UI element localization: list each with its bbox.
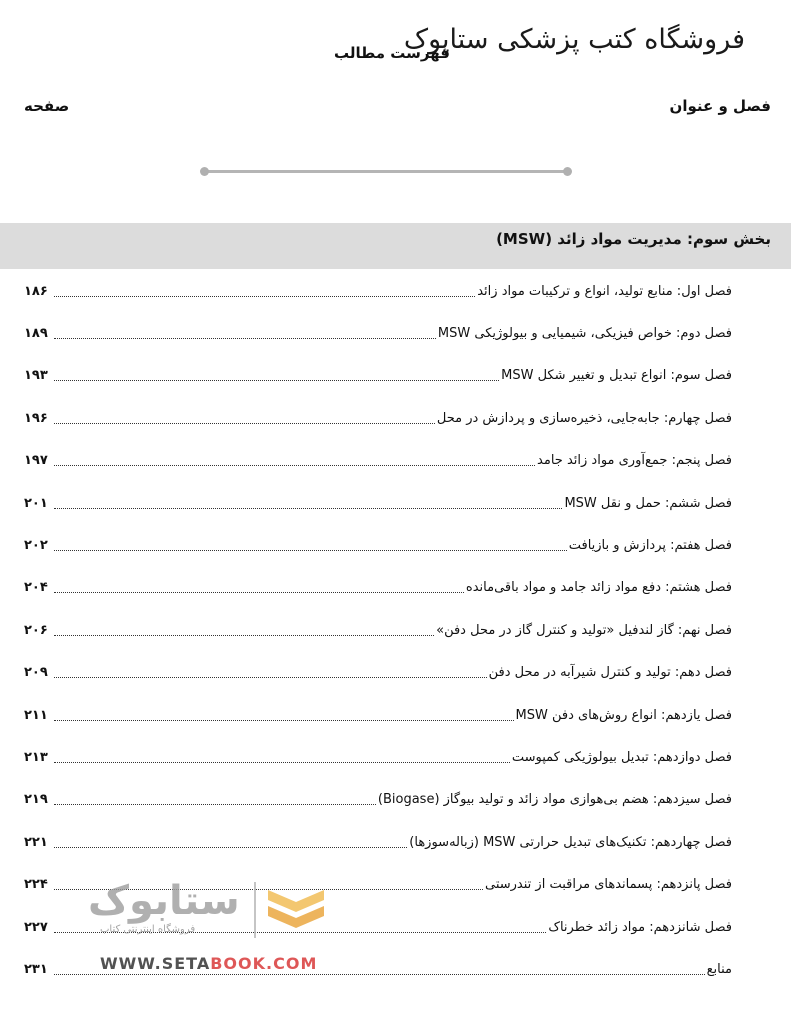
- book-logo-icon: [264, 882, 328, 938]
- toc-entry: [24, 821, 732, 863]
- toc-entry-leader: [54, 847, 407, 848]
- toc-entry-page: ۲۱۹: [24, 792, 48, 808]
- toc-entry-title: فصل شانزدهم: مواد زائد خطرناک: [548, 919, 732, 935]
- toc-entry-leader: [54, 296, 475, 297]
- section-title: بخش سوم: مدیریت مواد زائد (MSW): [496, 230, 771, 248]
- toc-entry-title: فصل ششم: حمل و نقل MSW: [564, 495, 732, 511]
- toc-entry: [24, 779, 732, 821]
- toc-entry-leader: [54, 465, 535, 466]
- toc-entry-title: فصل چهارم: جابه‌جایی، ذخیره‌سازی و پردازش در محل: [436, 410, 732, 426]
- toc-entry-page: ۲۱۳: [24, 749, 48, 765]
- toc-entry-leader: [54, 380, 499, 381]
- slider-dot-left: [200, 167, 209, 176]
- toc-entry-leader: [54, 550, 567, 551]
- toc-entry-leader: [54, 423, 435, 424]
- toc-entry-title: فصل هفتم: پردازش و بازیافت: [568, 538, 732, 554]
- toc-entry-title: منابع: [706, 961, 732, 977]
- toc-entry-page: ۲۰۹: [24, 665, 48, 681]
- toc-entry-title: فصل دهم: تولید و کنترل شیرآبه در محل دفن: [488, 665, 732, 681]
- divider-slider: [200, 168, 572, 176]
- toc-entry-title: فصل پانزدهم: پسماندهای مراقبت از تندرستی: [485, 877, 732, 893]
- toc-entry-page: ۱۹۳: [24, 368, 48, 384]
- toc-entry-title: فصل پنجم: جمع‌آوری مواد زائد جامد: [537, 453, 732, 469]
- toc-entry-page: ۱۹۶: [24, 410, 48, 426]
- toc-entry-page: ۲۲۷: [24, 919, 48, 935]
- toc-entry-page: ۲۳۱: [24, 961, 48, 977]
- toc-entry-title: فصل دوازدهم: تبدیل بیولوژیکی کمپوست: [511, 749, 732, 765]
- toc-entry-page: ۲۱۱: [24, 707, 48, 723]
- column-header-page: صفحه: [24, 97, 70, 115]
- toc-entry: [24, 482, 732, 524]
- toc-entry-leader: [54, 338, 436, 339]
- toc-entry: [24, 312, 732, 354]
- toc-entry-leader: [54, 720, 514, 721]
- watermark-divider: [254, 882, 256, 938]
- toc-entry-title: فصل اول: منابع تولید، انواع و ترکیبات مواد زائد: [477, 283, 732, 299]
- toc-entry: [24, 397, 732, 439]
- toc-entry-page: ۱۸۶: [24, 283, 48, 299]
- watermark-logo-text: ستابوک: [88, 878, 240, 924]
- toc-entry-page: ۲۲۴: [24, 877, 48, 893]
- toc-entry-leader: [54, 635, 434, 636]
- toc-entry-leader: [54, 592, 464, 593]
- toc-title: فهرست مطالب: [334, 44, 450, 62]
- toc-entry-leader: [54, 762, 510, 763]
- toc-entry-page: ۲۰۲: [24, 538, 48, 554]
- toc-entry: [24, 355, 732, 397]
- column-header-chapter: فصل و عنوان: [669, 97, 771, 115]
- toc-entry-leader: [54, 508, 562, 509]
- watermark: [88, 876, 338, 976]
- toc-entry: [24, 609, 732, 651]
- toc-entry-page: ۲۰۱: [24, 495, 48, 511]
- watermark-url-part2: BOOK.COM: [210, 954, 318, 973]
- watermark-url-part1: WWW.SETA: [100, 954, 211, 973]
- toc-entry-title: فصل یازدهم: انواع روش‌های دفن MSW: [515, 707, 732, 723]
- toc-entry: [24, 524, 732, 566]
- toc-entry-title: فصل سیزدهم: هضم بی‌هوازی مواد زائد و تولید بیوگاز (Biogase): [377, 792, 732, 808]
- watermark-url: [100, 954, 317, 973]
- toc-entry-page: ۱۹۷: [24, 453, 48, 469]
- toc-entry-page: ۲۰۶: [24, 622, 48, 638]
- toc-entry: [24, 567, 732, 609]
- toc-entry: [24, 440, 732, 482]
- toc-entry: [24, 736, 732, 778]
- toc-entry-title: فصل سوم: انواع تبدیل و تغییر شکل MSW: [501, 368, 732, 384]
- toc-entry-page: ۱۸۹: [24, 326, 48, 342]
- toc-entry-title: فصل نهم: گاز لندفیل «تولید و کنترل گاز در محل دفن»: [436, 622, 732, 638]
- toc-entry-page: ۲۲۱: [24, 834, 48, 850]
- toc-entry-title: فصل دوم: خواص فیزیکی، شیمیایی و بیولوژیکی MSW: [437, 326, 732, 342]
- toc-entry-page: ۲۰۴: [24, 580, 48, 596]
- toc-entry-leader: [54, 677, 487, 678]
- toc-entry-title: فصل هشتم: دفع مواد زائد جامد و مواد باقی‌مانده: [465, 580, 732, 596]
- toc-entry: [24, 270, 732, 312]
- toc-entry: [24, 652, 732, 694]
- toc-entry-title: فصل چهاردهم: تکنیک‌های تبدیل حرارتی MSW (زباله‌سوزها): [409, 834, 732, 850]
- store-title: فروشگاه کتب پزشکی ستاپوک: [403, 24, 745, 55]
- watermark-subtitle: فروشگاه اینترنتی کتاب: [100, 924, 196, 935]
- slider-dot-right: [563, 167, 572, 176]
- toc-entry: [24, 694, 732, 736]
- toc-entry-leader: [54, 804, 376, 805]
- slider-track: [204, 170, 568, 173]
